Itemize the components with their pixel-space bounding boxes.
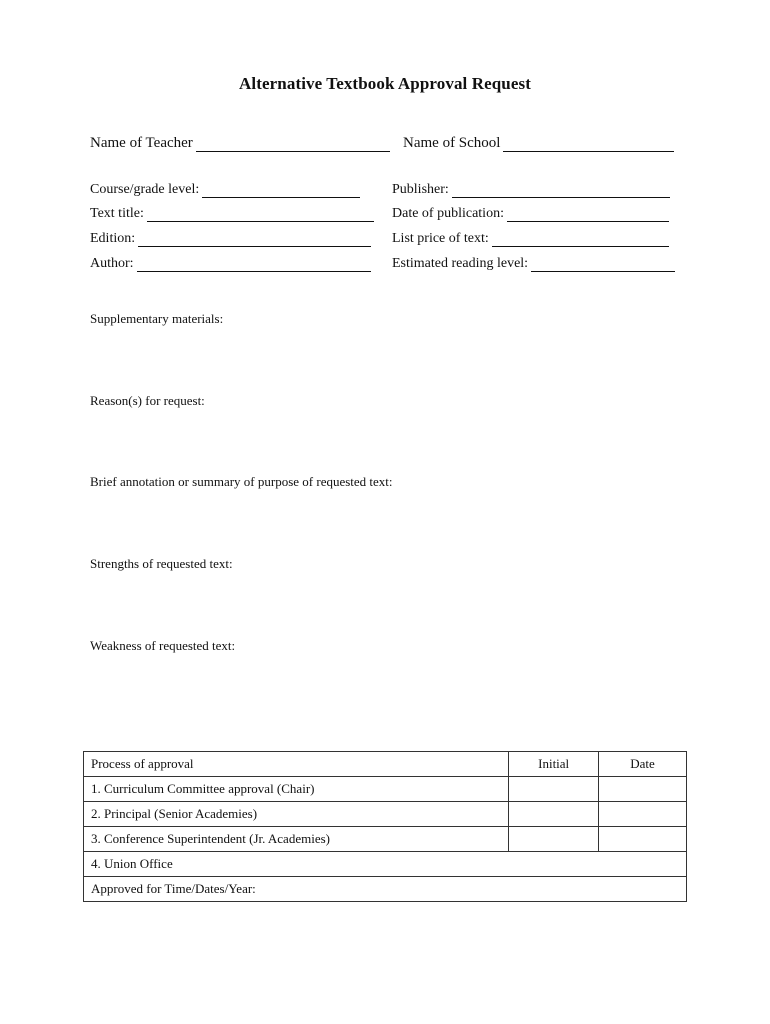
reading-level-field	[392, 256, 675, 272]
date-cell[interactable]	[599, 777, 687, 802]
edition-field	[90, 231, 371, 247]
author-line[interactable]	[137, 260, 371, 272]
school-name-field	[403, 135, 674, 152]
author-field	[90, 256, 371, 272]
publication-date-line[interactable]	[507, 210, 669, 222]
text-title-line[interactable]	[147, 210, 374, 222]
list-price-line[interactable]	[492, 235, 669, 247]
table-row	[84, 877, 687, 902]
date-cell[interactable]	[599, 827, 687, 852]
initial-header: Initial	[509, 752, 599, 777]
edition-line[interactable]	[138, 235, 371, 247]
approval-table	[83, 751, 687, 902]
list-price-label: List price of text:	[392, 231, 489, 246]
text-title-label: Text title:	[90, 206, 144, 221]
teacher-name-line[interactable]	[196, 140, 390, 152]
publication-date-label: Date of publication:	[392, 206, 504, 221]
process-header: Process of approval	[84, 752, 509, 777]
weakness-label: Weakness of requested text:	[90, 638, 236, 653]
publisher-field	[392, 182, 670, 198]
approval-step: 2. Principal (Senior Academies)	[84, 802, 509, 827]
strengths-label: Strengths of requested text:	[90, 556, 233, 571]
course-grade-line[interactable]	[202, 186, 360, 198]
text-title-field	[90, 206, 374, 222]
reading-level-line[interactable]	[531, 260, 675, 272]
supplementary-materials-label: Supplementary materials:	[90, 311, 224, 326]
date-header: Date	[599, 752, 687, 777]
author-label: Author:	[90, 256, 134, 271]
approval-step: 1. Curriculum Committee approval (Chair)	[84, 777, 509, 802]
table-row	[84, 852, 687, 877]
union-office-row[interactable]: 4. Union Office	[84, 852, 687, 877]
initial-cell[interactable]	[509, 827, 599, 852]
list-price-field	[392, 231, 669, 247]
date-cell[interactable]	[599, 802, 687, 827]
table-row	[84, 777, 687, 802]
table-row	[84, 827, 687, 852]
initial-cell[interactable]	[509, 802, 599, 827]
approval-step: 3. Conference Superintendent (Jr. Academies)	[84, 827, 509, 852]
page-title: Alternative Textbook Approval Request	[239, 74, 531, 93]
edition-label: Edition:	[90, 231, 136, 246]
school-name-line[interactable]	[503, 140, 674, 152]
publication-date-field	[392, 206, 669, 222]
table-row	[84, 802, 687, 827]
course-grade-label: Course/grade level:	[90, 182, 200, 197]
reasons-label: Reason(s) for request:	[90, 393, 205, 408]
initial-cell[interactable]	[509, 777, 599, 802]
course-grade-field	[90, 182, 360, 198]
publisher-line[interactable]	[452, 186, 670, 198]
approved-for-row[interactable]: Approved for Time/Dates/Year:	[84, 877, 687, 902]
publisher-label: Publisher:	[392, 182, 449, 197]
annotation-label: Brief annotation or summary of purpose of requested text:	[90, 474, 393, 489]
reading-level-label: Estimated reading level:	[392, 256, 529, 271]
teacher-name-label: Name of Teacher	[90, 135, 193, 151]
table-header-row	[84, 752, 687, 777]
teacher-name-field	[90, 135, 390, 152]
school-name-label: Name of School	[403, 135, 501, 151]
